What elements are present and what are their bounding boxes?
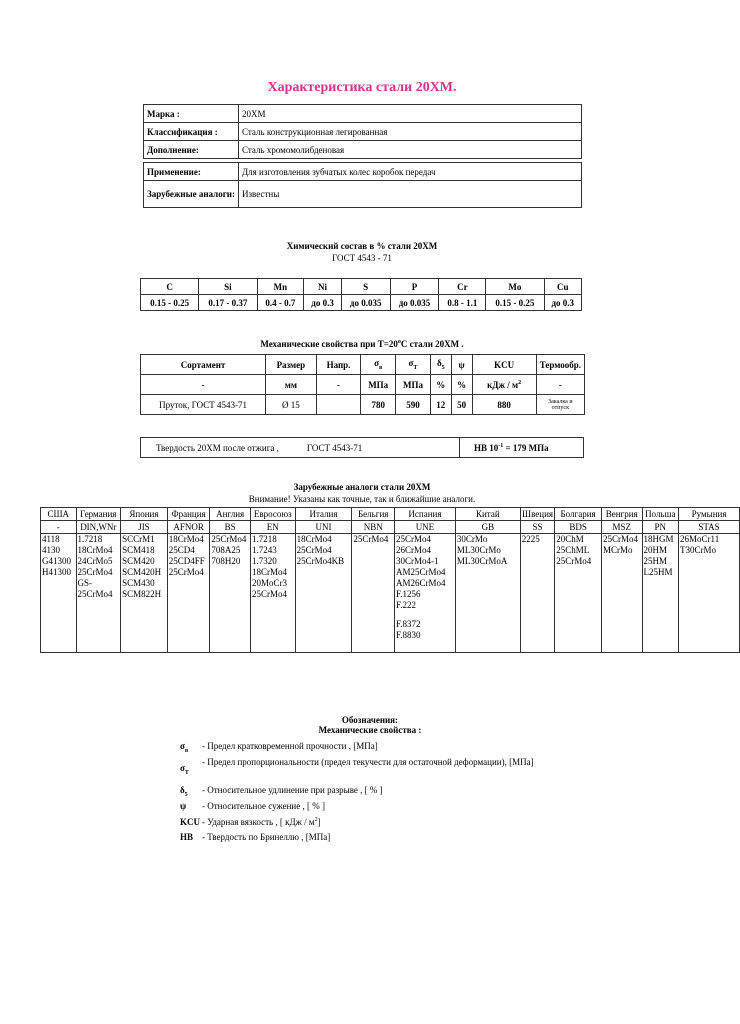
analog-grade: 18CrMo4 <box>296 534 332 544</box>
chem-element: C <box>141 279 199 295</box>
legend-item <box>180 757 580 785</box>
analog-country: Китай <box>455 508 520 521</box>
mech-head-sortament: Сортамент <box>141 355 266 375</box>
legend-symbol: $\delta_5$ <box>180 785 188 798</box>
analog-standard: - <box>41 521 77 534</box>
analog-grade: 25CrMo4 <box>556 556 592 566</box>
analog-grade: MCrMo <box>602 545 633 555</box>
analog-standard: DIN,WNr <box>76 521 121 534</box>
analog-standard: UNE <box>395 521 456 534</box>
mech-cell: Пруток, ГОСТ 4543-71 <box>141 395 266 415</box>
analog-grade: ML30CrMoA <box>456 556 508 566</box>
chem-element: Si <box>199 279 257 295</box>
analog-grade: 26MoCr11 <box>680 534 720 544</box>
analog-country: Евросоюз <box>250 508 295 521</box>
analogs-table <box>40 507 740 653</box>
analog-grade: 1.7218 <box>251 534 277 544</box>
analog-grade: 20ChM <box>556 534 584 544</box>
analog-grade: SCM418 <box>122 545 155 555</box>
info-value: Известны <box>239 181 582 208</box>
analogs-note: Внимание! Указаны как точные, так и ближайшие аналоги. <box>248 494 476 504</box>
chem-element: S <box>341 279 390 295</box>
analog-standard: STAS <box>679 521 740 534</box>
chem-value: 0.15 - 0.25 <box>486 295 544 311</box>
legend-text: - Предел пропорциональности (предел текучести для остаточной деформации), [МПа] <box>202 757 534 767</box>
analogs-grades-row <box>41 534 740 653</box>
info-key: Зарубежные аналоги: <box>144 181 239 208</box>
analog-grade: 1.7320 <box>251 556 277 566</box>
analog-grade: 2225 <box>521 534 540 544</box>
legend-item <box>180 741 580 757</box>
analog-country: Румыния <box>679 508 740 521</box>
mech-cell: 50 <box>451 395 472 415</box>
analog-grade: 25CrMo4 <box>602 534 638 544</box>
legend-symbol: $\sigma_T$ <box>180 763 189 776</box>
mech-cell: Закалка и отпуск <box>536 395 584 415</box>
chem-value: 0.8 - 1.1 <box>439 295 486 311</box>
analog-grade: AM26CrMo4 <box>396 578 446 588</box>
mech-unit: - <box>536 375 584 395</box>
analog-grade: 25CrMo4KB <box>296 556 345 566</box>
chem-value: 0.15 - 0.25 <box>141 295 199 311</box>
analog-grade: 30CrMo4-1 <box>396 556 439 566</box>
analog-grade: 25CD4 <box>168 545 195 555</box>
mech-cell: 880 <box>472 395 536 415</box>
analog-grades-cell <box>679 534 740 653</box>
legend-text: - Твердость по Бринеллю , [МПа] <box>202 832 331 842</box>
info-value: Сталь конструкционная легированная <box>239 123 582 141</box>
analog-country: Италия <box>295 508 352 521</box>
analog-grades-cell <box>167 534 210 653</box>
legend-title: Обозначения: <box>341 715 399 725</box>
chem-value: 0.17 - 0.37 <box>199 295 257 311</box>
mech-unit-kcu: кДж / $м^2$ <box>472 375 536 395</box>
legend-item <box>180 832 580 847</box>
analog-grades-cell <box>41 534 77 653</box>
analog-country: Польша <box>642 508 679 521</box>
analog-grade: 4130 <box>42 545 60 555</box>
chem-value: до 0.3 <box>304 295 341 311</box>
legend-symbol: KCU <box>180 817 200 827</box>
chem-title: Химический состав в % стали 20ХМ <box>286 241 438 251</box>
analog-country: Япония <box>121 508 168 521</box>
analog-grade: 1.7218 <box>77 534 103 544</box>
analog-standard: UNI <box>295 521 352 534</box>
analog-grade: 18HGM <box>643 534 674 544</box>
legend-text: - Ударная вязкость , [ кДж / $м^2$] <box>202 817 321 827</box>
analog-grade: 25CrMo4 <box>353 534 389 544</box>
info-key: Применение: <box>144 163 239 181</box>
mech-unit: - <box>141 375 266 395</box>
analog-grade: 25HM <box>643 556 668 566</box>
info-value: Сталь хромомолибденовая <box>239 141 582 159</box>
legend-text: - Относительное сужение , [ % ] <box>202 801 325 811</box>
analog-grades-cell <box>395 534 456 653</box>
info-value: Для изготовления зубчатых колес коробок передач <box>239 163 582 181</box>
analog-grade: 26CrMo4 <box>396 545 432 555</box>
analog-country: Болгария <box>555 508 602 521</box>
analog-standard: AFNOR <box>167 521 210 534</box>
analog-country: США <box>41 508 77 521</box>
analog-grade: L25HM <box>643 567 673 577</box>
analog-grade: 30CrMo <box>456 534 488 544</box>
analog-grades-cell <box>121 534 168 653</box>
analog-grade: 18CrMo4 <box>77 545 113 555</box>
legend-subtitle: Механические свойства : <box>318 725 422 735</box>
mech-cell: 12 <box>430 395 451 415</box>
analogs-country-row <box>41 508 740 521</box>
analog-grade: SCM420 <box>122 556 155 566</box>
analog-grade: 25CrMo4 <box>296 545 332 555</box>
analog-grade: 25CrMo4 <box>211 534 247 544</box>
analog-grade: 25ChML <box>556 545 590 555</box>
analog-standard: MSZ <box>601 521 642 534</box>
analog-country: Бельгия <box>352 508 395 521</box>
analog-grade: 20HM <box>643 545 668 555</box>
analog-grade: 25CD4FF <box>168 556 205 566</box>
mech-head-psi: ψ <box>451 355 472 375</box>
analog-grade: T30CrMo <box>680 545 717 555</box>
legend-symbol: ψ <box>180 801 187 811</box>
mech-unit: мм <box>266 375 317 395</box>
analog-grades-cell <box>76 534 121 653</box>
chem-element: P <box>390 279 439 295</box>
analog-grade: 25CrMo4 <box>251 589 287 599</box>
analog-grades-cell <box>250 534 295 653</box>
analog-standard: NBN <box>352 521 395 534</box>
analog-grade: 18CrMo4 <box>251 567 287 577</box>
page-title: Характеристика стали 20ХМ. <box>267 80 457 95</box>
legend-text: - Предел кратковременной прочности , [МПа] <box>202 741 378 751</box>
mech-head-kcu: KCU <box>472 355 536 375</box>
analog-grade: 708A25 <box>211 545 241 555</box>
mech-head-sigma-t: $\sigma_T$ <box>396 355 431 375</box>
info-key: Классификация : <box>144 123 239 141</box>
mech-unit: МПа <box>396 375 431 395</box>
legend-item <box>180 817 580 832</box>
analog-grade: ML30CrMo <box>456 545 501 555</box>
analog-grade: 25CrMo4 <box>77 567 113 577</box>
analog-grade: SCM430 <box>122 578 155 588</box>
analog-grade: 4118 <box>42 534 60 544</box>
legend <box>180 715 580 847</box>
chem-element: Cr <box>439 279 486 295</box>
analog-grade: H41300 <box>42 567 71 577</box>
legend-text: - Относительное удлинение при разрыве , [ % ] <box>202 785 383 795</box>
analog-grades-cell <box>352 534 395 653</box>
analog-grade: F.8372 <box>396 619 421 629</box>
analog-standard: SS <box>520 521 554 534</box>
info-key: Дополнение: <box>144 141 239 159</box>
mech-head-sigma-b: $\sigma_в$ <box>361 355 396 375</box>
legend-symbol: $\sigma_в$ <box>180 741 189 754</box>
analog-standard: GB <box>455 521 520 534</box>
chem-value: до 0.035 <box>341 295 390 311</box>
analog-standard: EN <box>250 521 295 534</box>
hardness-hb: HB $10^{-1} = 179$ МПа <box>460 438 584 458</box>
analog-grades-cell <box>455 534 520 653</box>
chem-element: Ni <box>304 279 341 295</box>
info-key: Марка : <box>144 105 239 123</box>
analog-grade: SCCrM1 <box>122 534 155 544</box>
analog-grade: SCM420H <box>122 567 162 577</box>
mech-unit: МПа <box>361 375 396 395</box>
analog-grades-cell <box>555 534 602 653</box>
mech-cell: 780 <box>361 395 396 415</box>
analog-grade: F.1256 <box>396 589 421 599</box>
mech-head-heat: Термообр. <box>536 355 584 375</box>
analog-grade: GS- <box>77 578 93 588</box>
analog-standard: PN <box>642 521 679 534</box>
analog-standard: BDS <box>555 521 602 534</box>
analogs-title: Зарубежные аналоги стали 20ХМ <box>293 482 431 492</box>
analog-grades-cell <box>601 534 642 653</box>
mech-unit: % <box>430 375 451 395</box>
legend-symbol: HB <box>180 832 194 842</box>
legend-item <box>180 801 580 817</box>
chem-value: до 0.3 <box>544 295 581 311</box>
analog-grade: F.8830 <box>396 630 421 640</box>
analog-country: Франция <box>167 508 210 521</box>
analog-grade: F.222 <box>396 600 417 610</box>
analog-grades-cell <box>642 534 679 653</box>
analog-country: Германия <box>76 508 121 521</box>
analog-grade: 18CrMo4 <box>168 534 204 544</box>
chem-element: Mn <box>257 279 304 295</box>
chem-standard: ГОСТ 4543 - 71 <box>332 253 392 263</box>
chem-value: до 0.035 <box>390 295 439 311</box>
hardness-text: Твердость 20ХМ после отжига , ГОСТ 4543-71 <box>141 438 448 458</box>
mech-head-size: Размер <box>266 355 317 375</box>
analog-grade: 25CrMo4 <box>396 534 432 544</box>
analog-country: Венгрия <box>601 508 642 521</box>
analog-grade: 20MoCr3 <box>251 578 287 588</box>
mech-title: Механические свойства при $Т=20^oС$ стали 20ХМ . <box>260 339 464 349</box>
mech-unit: - <box>316 375 361 395</box>
analog-grades-cell <box>520 534 554 653</box>
mech-cell: 590 <box>396 395 431 415</box>
analog-grade: 708H20 <box>211 556 241 566</box>
analog-grade: G41300 <box>42 556 71 566</box>
info-value: 20ХМ <box>239 105 582 123</box>
analog-grade: 1.7243 <box>251 545 277 555</box>
analog-standard: BS <box>210 521 251 534</box>
chem-value: 0.4 - 0.7 <box>257 295 304 311</box>
mech-head-direction: Напр. <box>316 355 361 375</box>
analog-grades-cell <box>295 534 352 653</box>
analog-grade: SCM822H <box>122 589 162 599</box>
analog-grades-cell <box>210 534 251 653</box>
legend-item <box>180 785 580 801</box>
chem-element: Mo <box>486 279 544 295</box>
analog-country: Испания <box>395 508 456 521</box>
mech-unit: % <box>451 375 472 395</box>
analog-standard: JIS <box>121 521 168 534</box>
mech-cell: Ø 15 <box>266 395 317 415</box>
analogs-standard-row <box>41 521 740 534</box>
analog-grade: 25CrMo4 <box>77 589 113 599</box>
mech-head-delta5: $\delta_5$ <box>430 355 451 375</box>
analog-country: Англия <box>210 508 251 521</box>
analog-grade: 24CrMo5 <box>77 556 113 566</box>
analog-grade: 25CrMo4 <box>168 567 204 577</box>
analog-grade: AM25CrMo4 <box>396 567 446 577</box>
analog-country: Швеция <box>522 509 554 519</box>
chem-element: Cu <box>544 279 581 295</box>
hardness-standard: ГОСТ 4543-71 <box>306 442 363 453</box>
